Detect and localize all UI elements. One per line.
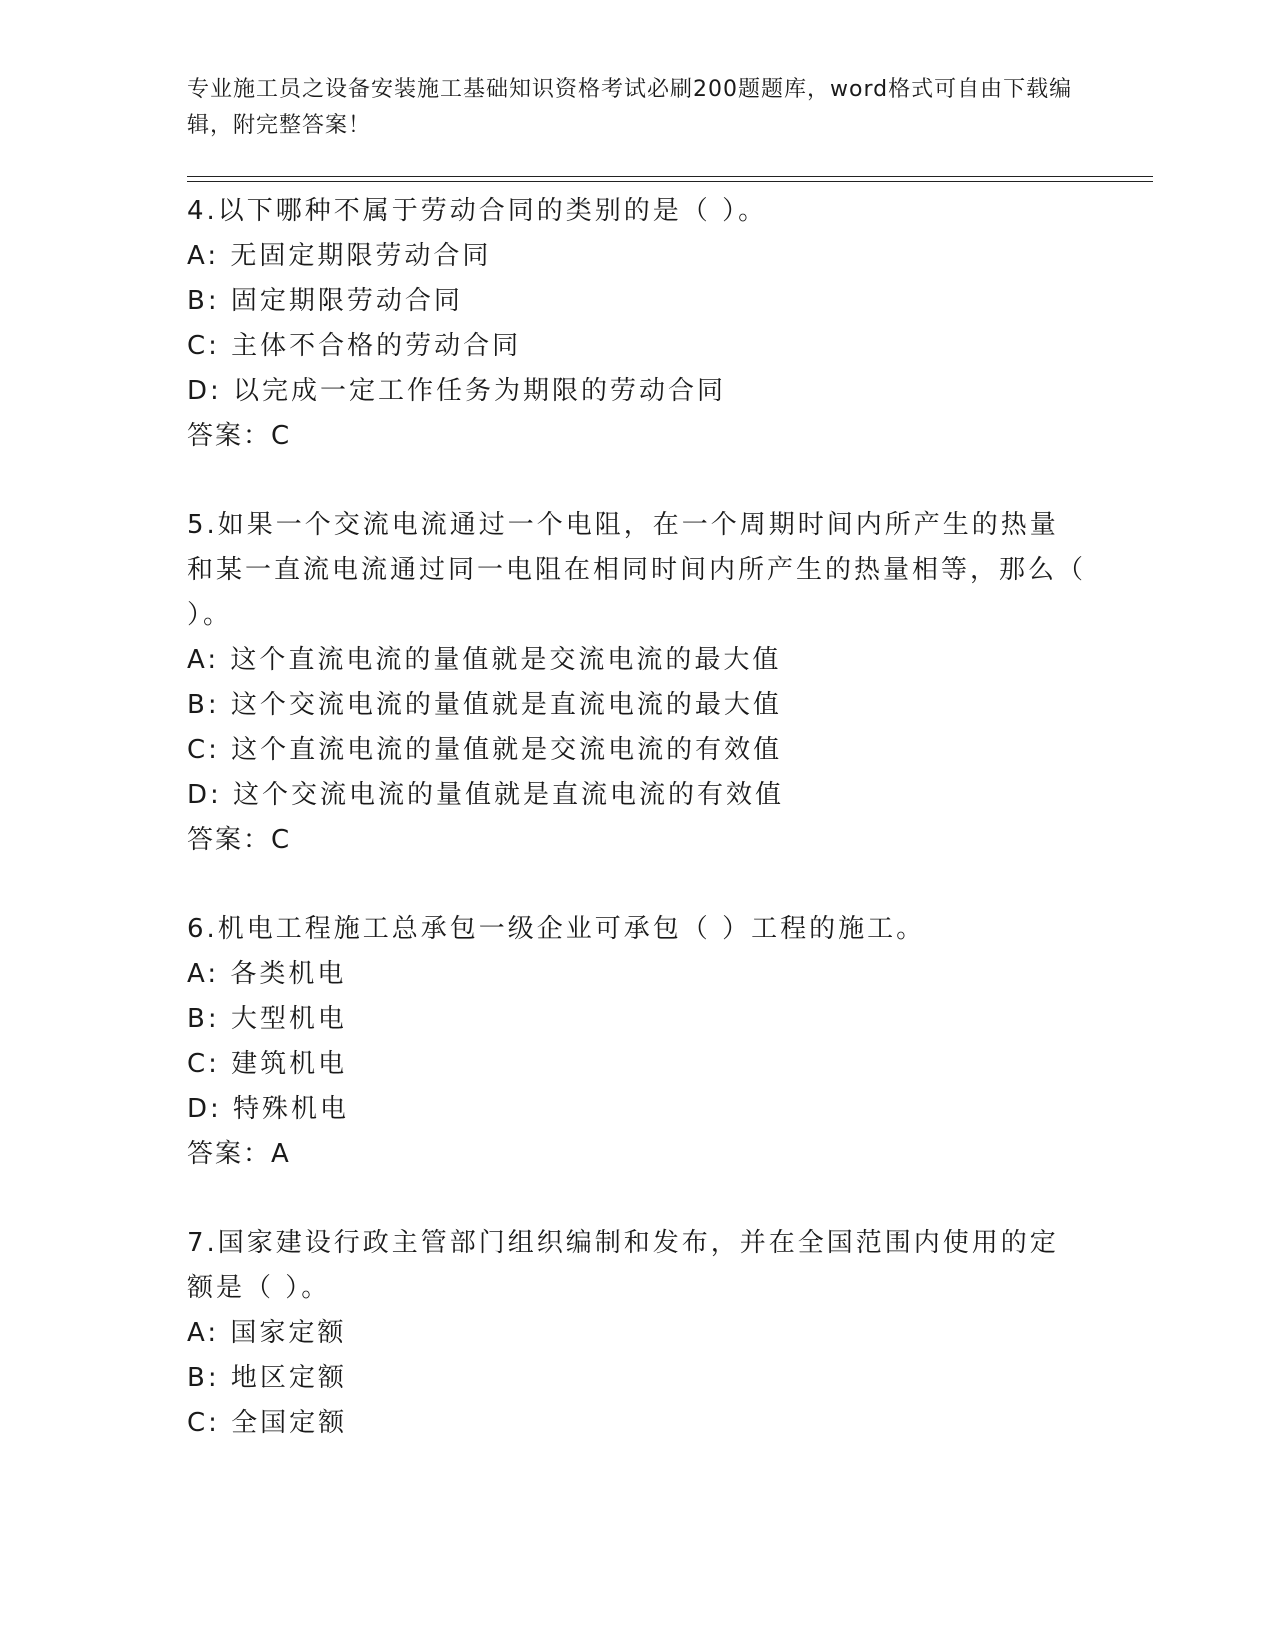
question-text: 4.以下哪种不属于劳动合同的类别的是（ ）。 <box>187 196 768 226</box>
option-b: B: 大型机电 <box>187 1004 347 1034</box>
question-5 <box>187 503 1087 863</box>
option-c: C: 全国定额 <box>187 1408 348 1438</box>
option-d: D: 以完成一定工作任务为期限的劳动合同 <box>187 376 727 406</box>
question-text: 5.如果一个交流电流通过一个电阻，在一个周期时间内所产生的热量和某一直流电流通过同一电阻在相同时间内所产生的热量相等，那么（ ）。 <box>187 510 1087 630</box>
question-7 <box>187 1221 1087 1446</box>
question-text: 6.机电工程施工总承包一级企业可承包（ ）工程的施工。 <box>187 914 926 944</box>
option-c: C: 主体不合格的劳动合同 <box>187 331 522 361</box>
answer: 答案：A <box>187 1139 291 1169</box>
header-divider-bottom <box>187 181 1153 182</box>
document-header: 专业施工员之设备安装施工基础知识资格考试必刷200题题库，word格式可自由下载编辑，附完整答案！ <box>187 77 1073 138</box>
question-list <box>187 189 1087 1490</box>
question-text: 7.国家建设行政主管部门组织编制和发布，并在全国范围内使用的定额是（ ）。 <box>187 1228 1059 1303</box>
option-c: C: 建筑机电 <box>187 1049 348 1079</box>
header-divider-top <box>187 176 1153 177</box>
question-6 <box>187 907 1087 1177</box>
option-d: D: 这个交流电流的量值就是直流电流的有效值 <box>187 780 785 810</box>
question-4 <box>187 189 1087 459</box>
answer: 答案：C <box>187 421 292 451</box>
option-d: D: 特殊机电 <box>187 1094 350 1124</box>
option-c: C: 这个直流电流的量值就是交流电流的有效值 <box>187 735 783 765</box>
option-b: B: 地区定额 <box>187 1363 347 1393</box>
option-a: A: 这个直流电流的量值就是交流电流的最大值 <box>187 645 782 675</box>
answer: 答案：C <box>187 825 292 855</box>
option-b: B: 固定期限劳动合同 <box>187 286 463 316</box>
option-a: A: 无固定期限劳动合同 <box>187 241 492 271</box>
option-b: B: 这个交流电流的量值就是直流电流的最大值 <box>187 690 782 720</box>
option-a: A: 各类机电 <box>187 959 347 989</box>
option-a: A: 国家定额 <box>187 1318 347 1348</box>
